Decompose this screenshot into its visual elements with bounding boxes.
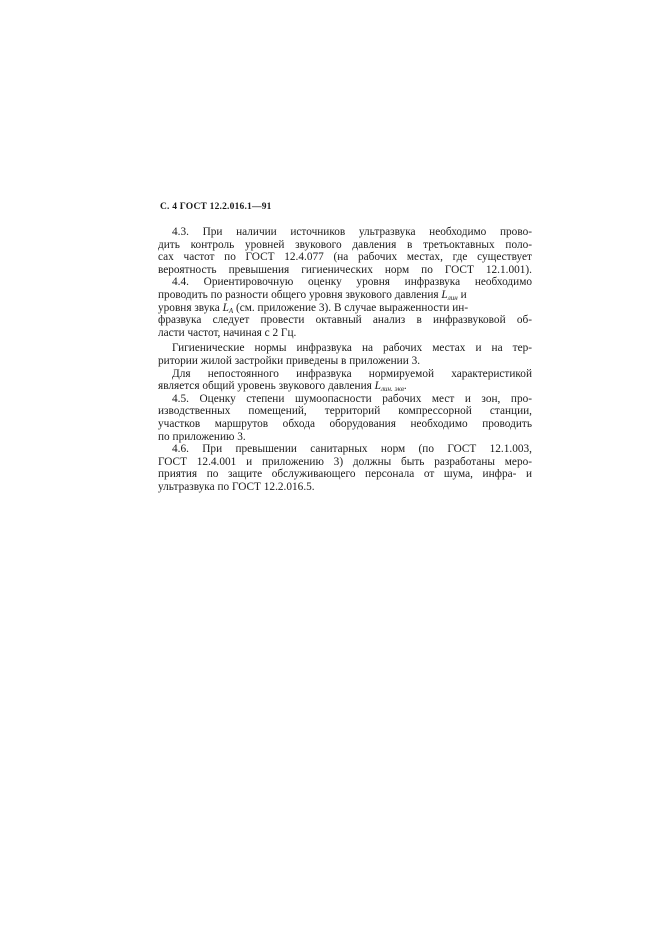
symbol-l: L xyxy=(374,380,381,393)
text-line: вероятность превышения гигиенических норм по ГОСТ 12.1.001). xyxy=(158,263,532,276)
document-body xyxy=(158,226,532,493)
symbol-l: L xyxy=(222,301,229,314)
text-fragment: и xyxy=(457,288,467,301)
paragraph-nonconstant-infrasound xyxy=(158,368,532,393)
paragraph-4-5 xyxy=(158,393,532,443)
symbol-subscript: лин xyxy=(447,293,458,302)
text-line: ультразвука по ГОСТ 12.2.016.5. xyxy=(158,480,315,493)
text-line: 4.4. Ориентировочную оценку уровня инфразвука необходимо xyxy=(172,276,532,289)
symbol-l: L xyxy=(441,288,448,301)
text-line: фразвука следует провести октавный анализ в инфразвуковой об- xyxy=(158,314,532,327)
text-line: изводственных помещений, территорий компрессорной станции, xyxy=(158,405,532,418)
text-line: сах частот по ГОСТ 12.4.077 (на рабочих местах, где существует xyxy=(158,251,532,264)
text-line: 4.5. Оценку степени шумоопасности рабочих мест и зон, про- xyxy=(172,392,532,405)
text-line: по приложению 3. xyxy=(158,430,246,443)
text-line: 4.3. При наличии источников ультразвука необходимо прово- xyxy=(172,226,532,238)
text-fragment: является общий уровень звукового давления xyxy=(158,380,375,393)
text-line: приятия по защите обслуживающего персонала от шума, инфра- и xyxy=(158,468,532,481)
symbol-subscript: A xyxy=(228,306,234,315)
text-line: ГОСТ 12.4.001 и приложению 3) должны быть разработаны меро- xyxy=(158,455,532,468)
text-fragment: уровня звука xyxy=(158,301,223,314)
paragraph-4-6 xyxy=(158,443,532,493)
text-line: ритории жилой застройки приведены в приложении 3. xyxy=(158,354,421,367)
text-line: 4.6. При превышении санитарных норм (по ГОСТ 12.1.003, xyxy=(172,443,532,456)
symbol-subscript: лин. экв xyxy=(380,385,404,394)
paragraph-hygiene-norms xyxy=(158,342,532,367)
text-fragment: проводить по разности общего уровня звукового давления xyxy=(158,288,442,301)
paragraph-4-3 xyxy=(158,226,532,276)
text-line: ласти частот, начиная с 2 Гц. xyxy=(158,326,297,339)
text-fragment: . xyxy=(403,380,407,393)
text-line: дить контроль уровней звукового давления в третьоктавных поло- xyxy=(158,238,532,251)
text-line xyxy=(158,289,532,302)
text-line xyxy=(158,302,532,315)
text-line: Гигиенические нормы инфразвука на рабочих местах и на тер- xyxy=(172,342,532,355)
text-line: Для непостоянного инфразвука нормируемой характеристикой xyxy=(172,367,532,380)
paragraph-4-4 xyxy=(158,276,532,339)
page-header: С. 4 ГОСТ 12.2.016.1—91 xyxy=(160,202,272,212)
text-line: участков маршрутов обхода оборудования необходимо проводить xyxy=(158,417,532,430)
text-line xyxy=(158,380,532,393)
text-fragment: (см. приложение 3). В случае выраженности ин- xyxy=(233,301,469,314)
